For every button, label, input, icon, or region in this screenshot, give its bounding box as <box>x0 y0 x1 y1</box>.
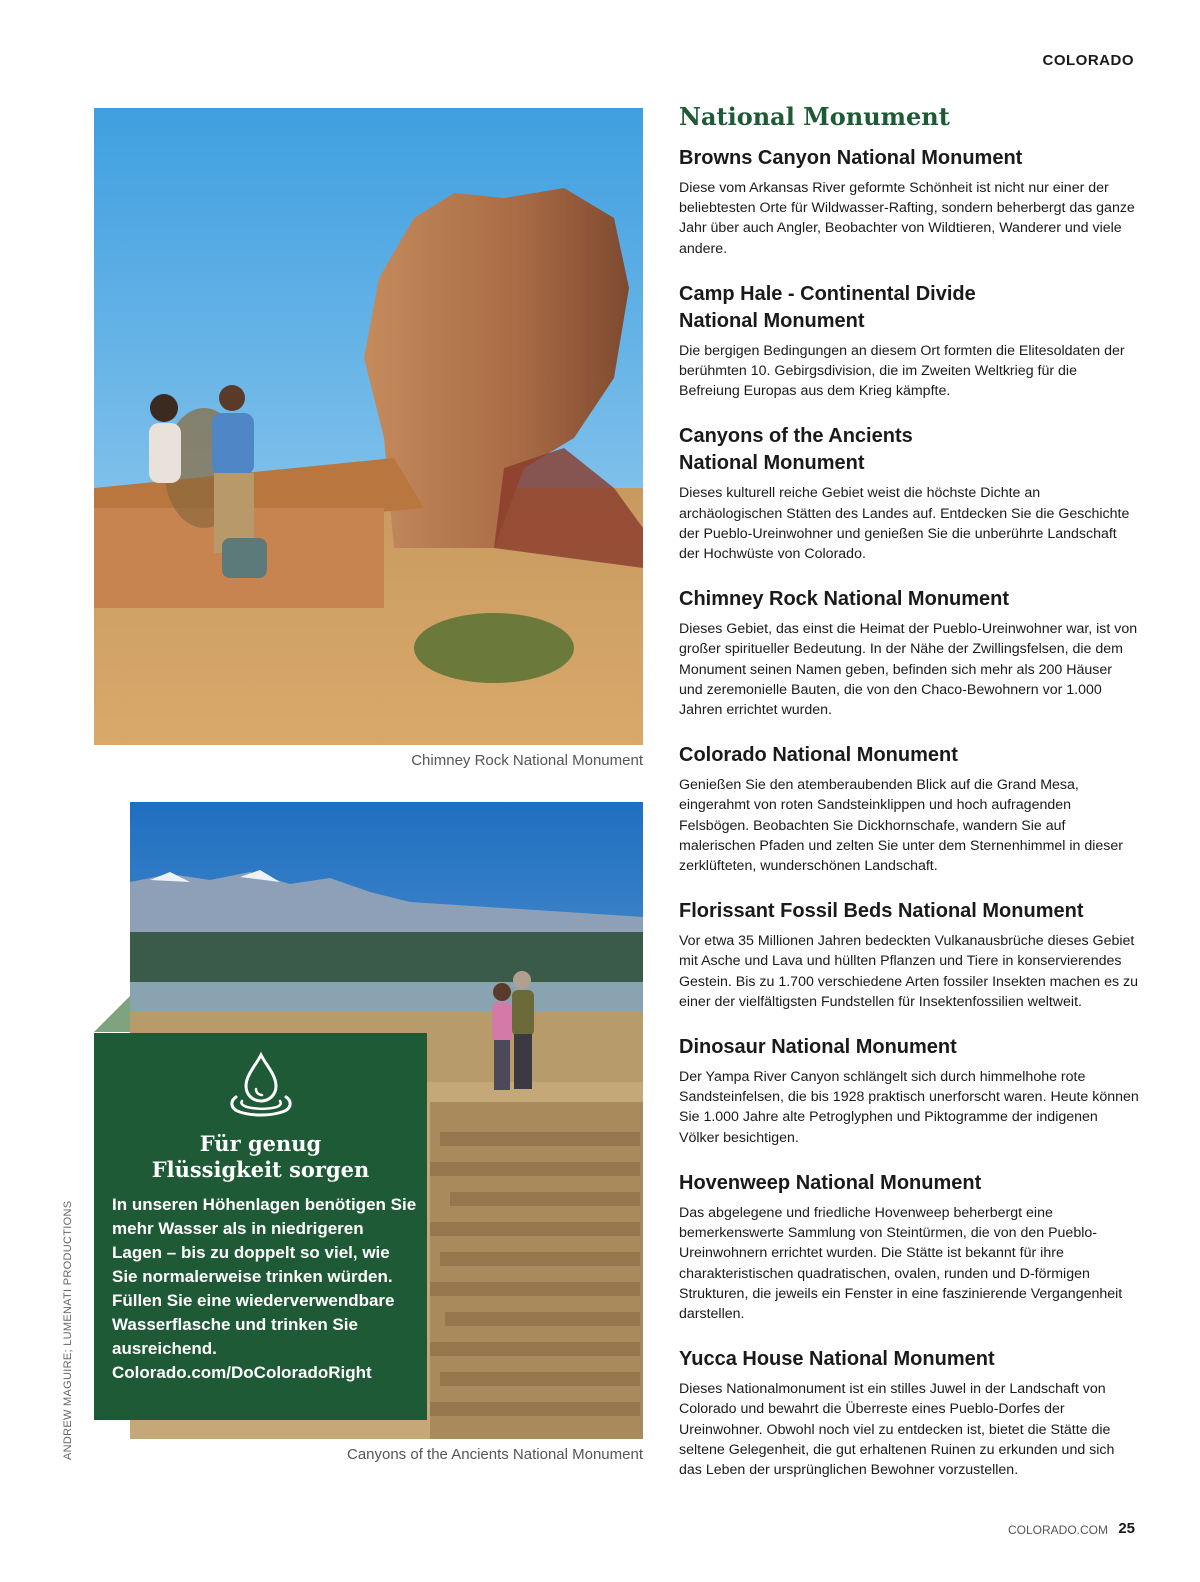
entry-title: Chimney Rock National Monument <box>679 588 1010 611</box>
monument-entry <box>679 586 1139 720</box>
monument-list <box>679 102 1139 1480</box>
monument-entry <box>679 898 1139 1012</box>
entry-text: Die bergigen Bedingungen an diesem Ort formten die Elitesoldaten der berühmten 10. Gebirgsdivision, die im Zweiten Weltkrieg für die Befreiung Europas aus dem Krieg kämpfte. <box>679 342 1125 400</box>
entry-title: Florissant Fossil Beds National Monument <box>679 900 1084 923</box>
tip-link[interactable]: Colorado.com/DoColoradoRight <box>112 1363 372 1382</box>
photo-caption: Chimney Rock National Monument <box>411 752 643 769</box>
tip-title-line: Für genug <box>199 1131 322 1156</box>
entry-text: Dieses Nationalmonument ist ein stilles Juwel in der Landschaft von Colorado und bewahrt die Überreste eines Pueblo-Dorfes der Ureinwohner. Obwohl noch viel zu entdecken ist, bietet die Stätte die seltene Gelegenheit, die gut erhaltenen Ruinen zu erkunden und sich das Leben der ursprünglichen Bewohner vorzustellen. <box>679 1381 1115 1478</box>
entry-title: Hovenweep National Monument <box>679 1171 982 1194</box>
monument-entry <box>679 423 1139 564</box>
entry-title: Colorado National Monument <box>679 744 958 767</box>
page-number: 25 <box>1118 1520 1135 1537</box>
chimney-rock-photo <box>94 108 643 745</box>
photo-credit: ANDREW MAGUIRE; LUMENATI PRODUCTIONS <box>62 1200 74 1460</box>
water-drop-icon <box>226 1049 296 1119</box>
entry-text: Das abgelegene und friedliche Hovenweep beherbergt eine bemerkenswerte Sammlung von Steintürmen, die von den Pueblo-Ureinwohnern errichtet wurden. Die Stätte ist bekannt für ihre charakteristischen quadratischen, ovalen, runden und D-förmigen Strukturen, die jeweils ein Fenster in eine faszinierende Vergangenheit darstellen. <box>679 1204 1123 1322</box>
entry-text: Genießen Sie den atemberaubenden Blick auf die Grand Mesa, eingerahmt von roten Sandsteinklippen und hoch aufragenden Felsbögen. Beobachten Sie Dickhornschafe, wandern Sie auf malerischen Pfaden und zelten Sie unter dem Sternenhimmel in dieser zerklüfteten, wunderschönen Landschaft. <box>679 777 1123 875</box>
footer-site[interactable]: COLORADO.COM <box>1007 1523 1108 1537</box>
entry-title: Dinosaur National Monument <box>679 1036 957 1059</box>
photo-caption: Canyons of the Ancients National Monument <box>346 1446 643 1463</box>
monument-entry <box>679 1346 1139 1480</box>
entry-title: Yucca House National Monument <box>679 1348 995 1371</box>
section-title: National Monument <box>679 102 950 131</box>
tip-title-line: Flüssigkeit sorgen <box>151 1157 370 1182</box>
tip-box-fold <box>94 996 130 1032</box>
entry-title: Canyons of the Ancients National Monument <box>679 425 913 475</box>
region-label: COLORADO <box>1042 52 1134 69</box>
monument-entry <box>679 1034 1139 1148</box>
hydration-tip-box <box>94 1033 427 1420</box>
monument-entry <box>679 1170 1139 1324</box>
entry-title: Browns Canyon National Monument <box>679 147 1023 169</box>
tip-body <box>112 1193 417 1385</box>
monument-entry <box>679 281 1139 402</box>
monument-entry <box>679 742 1139 876</box>
entry-text: Dieses kulturell reiche Gebiet weist die höchste Dichte an archäologischen Stätten des Landes auf. Entdecken Sie die Geschichte der Pueblo-Ureinwohner und genießen Sie die unberührte Landschaft der Hochwüste von Colorado. <box>679 485 1130 563</box>
entry-title: Camp Hale - Continental Divide National Monument <box>679 282 976 332</box>
tip-body-text: In unseren Höhenlagen benötigen Sie mehr Wasser als in niedrigeren Lagen – bis zu doppelt so viel, wie Sie normalerweise trinken würden. Füllen Sie eine wiederverwendbare Wasserflasche und trinken Sie ausreichend. <box>112 1195 417 1358</box>
entry-text: Diese vom Arkansas River geformte Schönheit ist nicht nur einer der beliebtesten Orte für Wildwasser-Rafting, sondern beherbergt das ganze Jahr über auch Angler, Beobachter von Wildtieren, Wanderer und viele andere. <box>679 180 1135 257</box>
entry-text: Vor etwa 35 Millionen Jahren bedeckten Vulkanausbrüche dieses Gebiet mit Asche und Lava und hüllten Pflanzen und Tiere in konservierendes Gestein. Bis zu 1.700 verschiedene Arten fossiler Insekten machen es zu einer der vielfältigsten Fundstellen für Insektenfossilien weltweit. <box>679 933 1138 1010</box>
entry-text: Dieses Gebiet, das einst die Heimat der Pueblo-Ureinwohner war, ist von großer spiritueller Bedeutung. In der Nähe der Zwillingsfelsen, die dem Monument seinen Namen geben, befinden sich mehr als 200 Häuser und zeremonielle Bauten, die von den Chaco-Bewohnern vor 1.000 Jahren errichtet wurden. <box>679 621 1138 719</box>
entry-text: Der Yampa River Canyon schlängelt sich durch himmelhohe rote Sandsteinfelsen, die bis 1928 praktisch unerforscht waren. Heute können Sie 1.000 Jahre alte Petroglyphen und Piktogramme der indigenen Völker besichtigen. <box>679 1069 1139 1146</box>
tip-title <box>94 1131 427 1183</box>
monument-entry <box>679 145 1139 259</box>
